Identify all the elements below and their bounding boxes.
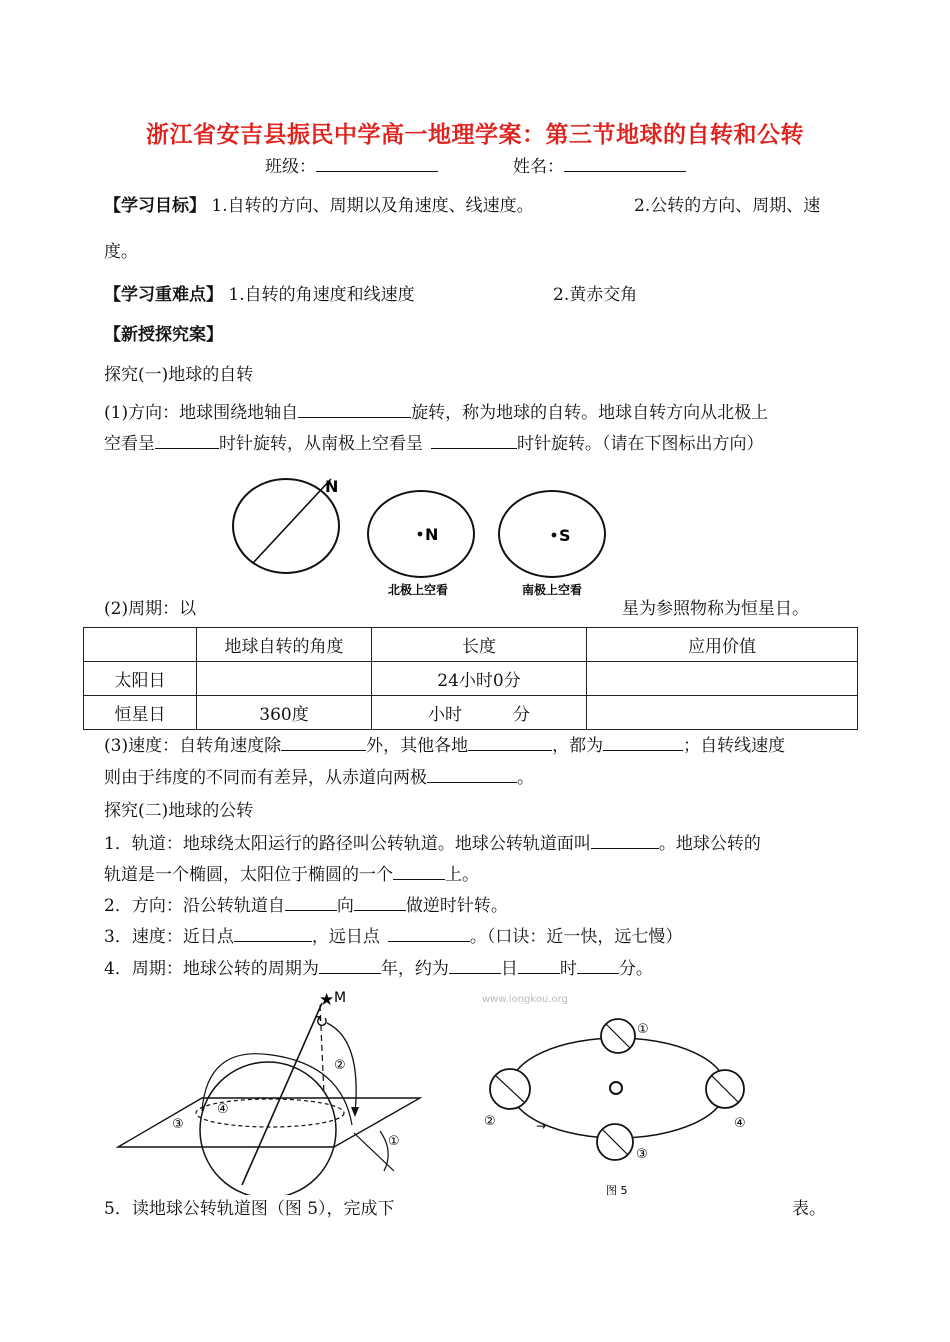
speed-line-2: [104, 763, 534, 788]
fig-right-label-2: ②: [484, 1114, 496, 1129]
rotation-arrow-icon: ↻: [315, 1012, 329, 1031]
fig-right-label-3: ③: [636, 1147, 648, 1162]
direction-text-b: 旋转，称为地球的自转。地球自转方向从北极上: [411, 403, 769, 423]
rotation-table: [83, 627, 858, 730]
figure-caption: 图 5: [606, 1184, 628, 1197]
direction-text-a: (1)方向：地球围绕地轴自: [104, 403, 299, 423]
table-header: 应用价值: [587, 628, 858, 662]
table-cell: 太阳日: [84, 662, 197, 696]
revolution-dir-text-a: 2．方向：沿公转轨道自: [104, 896, 285, 916]
axis-n-label: N: [325, 477, 339, 496]
period-text-b: 星为参照物称为恒星日。: [622, 599, 809, 619]
table-header: 地球自转的角度: [197, 628, 372, 662]
sun-icon: [610, 1082, 622, 1094]
explore2-heading: 探究(二)地球的公转: [104, 801, 254, 821]
minute-blank[interactable]: [577, 956, 619, 974]
south-view-blank[interactable]: [431, 431, 517, 449]
speed-text-e: 则由于纬度的不同而有差异，从赤道向两极: [104, 768, 427, 788]
class-field: [265, 152, 438, 177]
table-cell: 恒星日: [84, 696, 197, 730]
table-cell[interactable]: [587, 662, 858, 696]
direction-question: [104, 891, 508, 916]
earth-axis: [253, 479, 331, 563]
earth-sphere: [200, 1062, 336, 1195]
name-field: [513, 152, 686, 177]
globe-side-view: [233, 479, 339, 573]
south-pole-dot: [552, 533, 557, 538]
direction-text-d: 时针旋转，从南极上空看呈: [219, 434, 423, 454]
goal-2-cont: 度。: [104, 242, 138, 262]
speed-text-b: 外，其他各地: [366, 736, 469, 756]
orbit-line-1: [104, 829, 761, 854]
direction-line-1: [104, 398, 768, 423]
hour-blank[interactable]: [518, 956, 560, 974]
table-row: [84, 662, 858, 696]
focus-blank[interactable]: [393, 862, 445, 880]
north-pole-label: N: [425, 525, 439, 544]
south-caption: 南极上空看: [522, 583, 583, 597]
goals-line: [104, 191, 534, 216]
speed-question: [104, 922, 682, 947]
revolution-speed-text-b: ，远日点: [311, 927, 380, 947]
speed-text-a: (3)速度：自转角速度除: [104, 736, 282, 756]
goal-2: 2.公转的方向、周期、速: [634, 196, 821, 216]
rotation-diagram: [225, 475, 625, 600]
speed-text-c: ，都为: [552, 736, 604, 756]
angle-arrow: [351, 1107, 359, 1117]
table-cell: 24小时0分: [372, 662, 587, 696]
perihelion-blank[interactable]: [234, 924, 312, 942]
direction-text-c: 空看呈: [104, 434, 155, 454]
speed-blank-2[interactable]: [468, 733, 552, 751]
key-point-2: 2.黄赤交角: [553, 285, 638, 305]
page-title: 浙江省安吉县振民中学高一地理学案：第三节地球的自转和公转: [146, 122, 804, 148]
from-blank[interactable]: [285, 893, 337, 911]
orbit-text-a: 1．轨道：地球绕太阳运行的路径叫公转轨道。地球公转轨道面叫: [104, 834, 591, 854]
angle1-arc: [380, 1131, 388, 1171]
fig-left-label-1: ①: [388, 1134, 400, 1149]
key-point-1: 1.自转的角速度和线速度: [228, 285, 415, 305]
day-blank[interactable]: [449, 956, 501, 974]
table-header: 长度: [372, 628, 587, 662]
period-question: [104, 954, 653, 979]
to-blank[interactable]: [354, 893, 406, 911]
fig-left-label-4: ④: [217, 1102, 229, 1117]
orbit-line-2: [104, 860, 479, 885]
north-caption: 北极上空看: [388, 583, 449, 597]
revolution-period-text-b: 年，约为: [380, 959, 449, 979]
table-header-row: [84, 628, 858, 662]
speed-blank-4[interactable]: [427, 765, 517, 783]
table-row: [84, 696, 858, 730]
revolution-period-text-a: 4．周期：地球公转的周期为: [104, 959, 319, 979]
speed-line-1: [104, 731, 785, 756]
speed-blank-3[interactable]: [603, 733, 683, 751]
key-points-label: 【学习重难点】: [104, 285, 223, 305]
table-cell[interactable]: [197, 662, 372, 696]
fig-right-label-1: ①: [637, 1022, 649, 1037]
south-pole-label: S: [559, 526, 571, 545]
table-cell[interactable]: [587, 696, 858, 730]
fig-left-label-3: ③: [172, 1117, 184, 1132]
table-header: [84, 628, 197, 662]
revolution-period-text-e: 分。: [618, 959, 653, 979]
revolution-speed-text-a: 3．速度：近日点: [104, 927, 234, 947]
orbit-plane-blank[interactable]: [591, 831, 659, 849]
direction-arrow-icon: →: [536, 1119, 547, 1133]
explore1-heading: 探究(一)地球的自转: [104, 365, 254, 385]
north-pole-dot: [418, 532, 423, 537]
goal-1: 1.自转的方向、周期以及角速度、线速度。: [211, 196, 534, 216]
fig-right-label-4: ④: [734, 1116, 746, 1131]
revolution-dir-text-b: 向: [336, 896, 354, 916]
name-label: 姓名：: [513, 157, 564, 177]
rotation-axis: [242, 1003, 322, 1185]
star-label: M: [334, 990, 347, 1006]
watermark: www.longkou.org: [482, 994, 568, 1005]
revolution-dir-text-c: 做逆时针转。: [405, 896, 508, 916]
fig-left-label-2: ②: [334, 1058, 346, 1073]
north-view-blank[interactable]: [155, 431, 219, 449]
speed-text-d: ；自转线速度: [683, 736, 786, 756]
orbit-text-c: 轨道是一个椭圆，太阳位于椭圆的一个: [104, 865, 393, 885]
revolution-period-text-d: 时: [559, 959, 577, 979]
direction-line-2: [104, 429, 764, 454]
speed-text-f: 。: [517, 768, 534, 788]
orbit-diagram: [478, 988, 768, 1198]
year-blank[interactable]: [319, 956, 381, 974]
direction-text-e: 时针旋转。（请在下图标出方向）: [517, 434, 764, 454]
orbit-text-b: 。地球公转的: [658, 834, 761, 854]
revolution-speed-text-c: 。（口诀：近一快，远七慢）: [469, 927, 683, 947]
goals-label: 【学习目标】: [104, 196, 206, 216]
q5-text-a: 5．读地球公转轨道图（图 5），完成下: [104, 1199, 395, 1219]
table-cell[interactable]: 小时 分: [372, 696, 587, 730]
key-points-line: [104, 280, 415, 305]
class-blank[interactable]: [316, 154, 438, 172]
revolution-period-text-c: 日: [500, 959, 518, 979]
table-cell: 360度: [197, 696, 372, 730]
period-line: [104, 594, 196, 619]
star-icon: ★: [319, 990, 335, 1010]
speed-blank-1[interactable]: [281, 733, 366, 751]
q5-text-b: 表。: [792, 1199, 826, 1219]
rotation-direction-blank[interactable]: [298, 400, 411, 418]
class-label: 班级：: [265, 157, 316, 177]
aphelion-blank[interactable]: [388, 924, 470, 942]
orbit-text-d: 上。: [445, 865, 479, 885]
new-section-heading: 【新授探究案】: [104, 325, 223, 345]
period-text-a: (2)周期：以: [104, 599, 197, 619]
obliquity-diagram: [112, 985, 442, 1195]
name-blank[interactable]: [564, 154, 686, 172]
